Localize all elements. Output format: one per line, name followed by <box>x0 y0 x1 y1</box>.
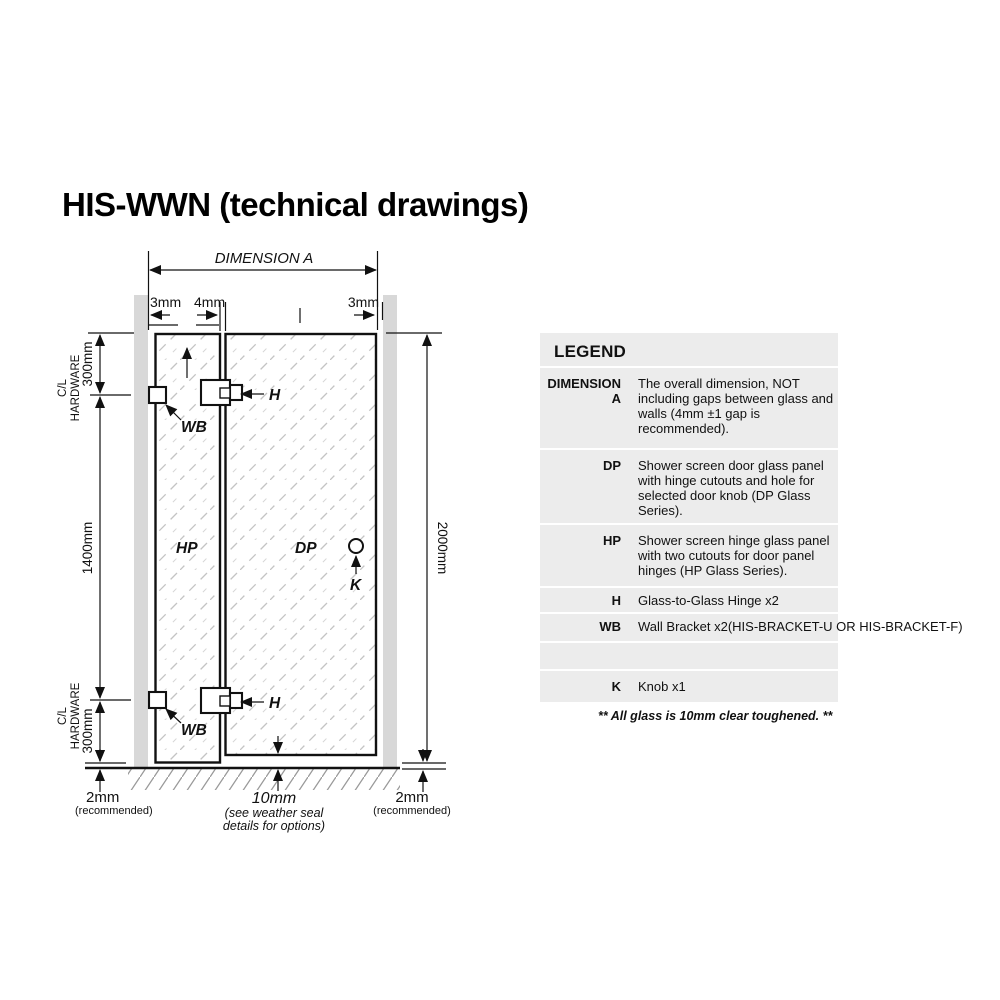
legend-desc: Wall Bracket x2(HIS-BRACKET-U OR HIS-BRACKET-F) <box>638 619 963 634</box>
legend-term: HP <box>602 533 621 548</box>
door-panel-label: DP <box>295 540 317 557</box>
legend-term: WB <box>599 619 621 634</box>
door-floor-note2: details for options) <box>222 819 326 833</box>
overall-height-label: 2000mm <box>435 521 450 575</box>
dim-a-label: DIMENSION A <box>214 250 314 267</box>
legend-footnote: ** All glass is 10mm clear toughened. ** <box>598 709 833 723</box>
span-middle-label: 1400mm <box>80 521 95 575</box>
legend-desc: The overall dimension, NOT including gaps between glass and walls (4mm ±1 gap is recommended). <box>638 376 834 436</box>
legend-desc: Shower screen door glass panel with hinge cutouts and hole for selected door knob (DP Glass Series). <box>638 458 824 518</box>
left-wall <box>134 295 148 768</box>
page-title: HIS-WWN (technical drawings) <box>62 186 529 223</box>
cl-upper-line2: HARDWARE <box>70 354 82 422</box>
legend-row-wb <box>540 612 963 641</box>
offset-top-label: 300mm <box>80 341 95 387</box>
cl-lower-line1: C/L <box>57 707 69 725</box>
legend-row-k <box>540 669 838 704</box>
knob-label: K <box>350 577 362 594</box>
legend-term: K <box>611 679 621 694</box>
wb-upper-label: WB <box>181 419 207 436</box>
floor-gap-left-note: (recommended) <box>75 805 153 817</box>
legend-term: DP <box>602 458 621 473</box>
door-floor-note1: (see weather seal <box>224 806 324 820</box>
legend-row-empty <box>540 641 838 669</box>
floor-gap-right-note: (recommended) <box>373 805 451 817</box>
gap-middle-label: 4mm <box>194 294 226 310</box>
legend-term: H <box>611 593 621 608</box>
hinge-upper-notch <box>220 388 230 398</box>
legend-desc: Shower screen hinge glass panel with two cutouts for door panel hinges (HP Glass Series). <box>638 533 830 578</box>
floor-hatching <box>128 769 400 790</box>
floor <box>85 763 446 790</box>
legend-desc <box>638 643 838 669</box>
hinge-lower-clamp <box>230 693 242 708</box>
dimension-a <box>149 250 378 330</box>
wall-bracket-upper <box>149 387 166 403</box>
hinge-lower-label: H <box>269 695 281 712</box>
gap-left-label: 3mm <box>150 294 182 310</box>
wb-lower-label: WB <box>181 722 207 739</box>
floor-gap-left-label: 2mm <box>86 789 120 806</box>
floor-gap-right-label: 2mm <box>395 789 429 806</box>
hinge-lower-notch <box>220 696 230 706</box>
hinge-upper-clamp <box>230 385 242 400</box>
door-floor-gap-label: 10mm <box>251 790 297 807</box>
legend-row-dp <box>540 448 838 523</box>
legend-row-dimension-a <box>540 366 838 448</box>
legend-desc: Knob x1 <box>638 679 686 694</box>
legend-row-hp <box>540 523 838 586</box>
offset-bottom-label: 300mm <box>80 708 95 754</box>
hinge-upper-label: H <box>269 387 281 404</box>
cl-upper-line1: C/L <box>57 379 69 397</box>
legend-term <box>540 643 638 669</box>
wall-bracket-lower <box>149 692 166 708</box>
legend-term: DIMENSION A <box>547 376 621 406</box>
top-gap-dimensions <box>149 294 383 331</box>
legend-desc: Glass-to-Glass Hinge x2 <box>638 593 779 608</box>
right-wall <box>383 295 397 768</box>
cl-lower-line2: HARDWARE <box>70 682 82 750</box>
gap-right-label: 3mm <box>347 294 379 310</box>
legend-panel <box>540 333 963 702</box>
legend-row-h <box>540 586 838 612</box>
knob-circle <box>349 539 363 553</box>
hinge-panel-label: HP <box>176 540 198 557</box>
legend-heading: LEGEND <box>554 342 627 361</box>
